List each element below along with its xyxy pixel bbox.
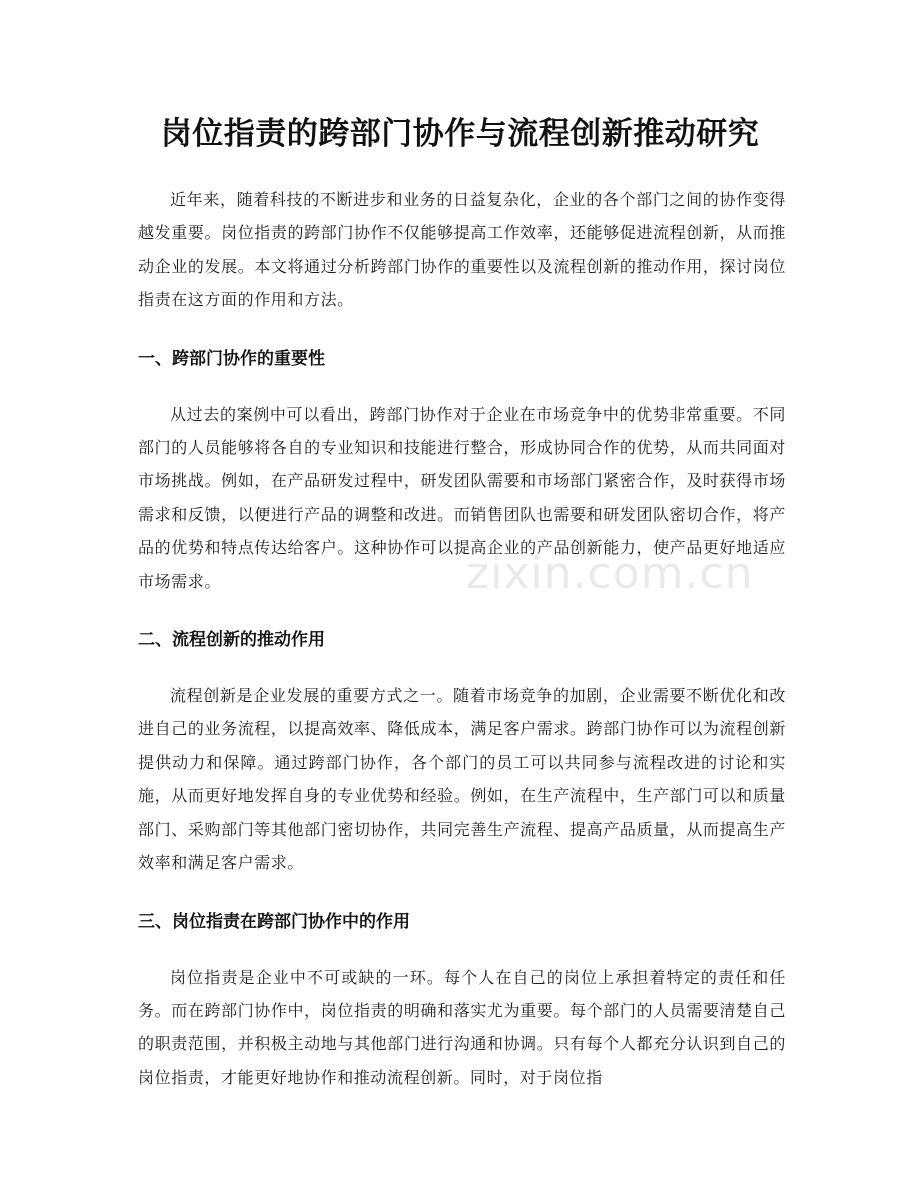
- watermark: zixin.com.cn: [466, 548, 754, 599]
- document-body: [138, 183, 786, 1094]
- section-heading-2: 二、流程创新的推动作用: [138, 630, 325, 651]
- intro-paragraph: 近年来，随着科技的不断进步和业务的日益复杂化，企业的各个部门之间的协作变得越发重要。岗位指责的跨部门协作不仅能够提高工作效率，还能够促进流程创新，从而推动企业的发展。本文将通过分析跨部门协作的重要性以及流程创新的推动作用，探讨岗位指责在这方面的作用和方法。: [138, 190, 786, 310]
- section-heading-3: 三、岗位指责在跨部门协作中的作用: [138, 911, 410, 932]
- section-paragraph-1: 从过去的案例中可以看出，跨部门协作对于企业在市场竞争中的优势非常重要。不同部门的人员能够将各自的专业知识和技能进行整合，形成协同合作的优势，从而共同面对市场挑战。例如，在产品研发过程中，研发团队需要和市场部门紧密合作，及时获得市场需求和反馈，以便进行产品的调整和改进。而销售团队也需要和研发团队密切合作，将产品的优势和特点传达给客户。这种协作可以提高企业的产品创新能力，使产品更好地适应市场需求。: [138, 404, 786, 591]
- section-paragraph-3: 岗位指责是企业中不可或缺的一环。每个人在自己的岗位上承担着特定的责任和任务。而在跨部门协作中，岗位指责的明确和落实尤为重要。每个部门的人员需要清楚自己的职责范围，并积极主动地与其他部门进行沟通和协调。只有每个人都充分认识到自己的岗位指责，才能更好地协作和推动流程创新。同时，对于岗位指: [138, 967, 786, 1087]
- document-title: 岗位指责的跨部门协作与流程创新推动研究: [160, 116, 760, 152]
- section-heading-1: 一、跨部门协作的重要性: [138, 348, 325, 369]
- section-paragraph-2: 流程创新是企业发展的重要方式之一。随着市场竞争的加剧，企业需要不断优化和改进自己的业务流程，以提高效率、降低成本，满足客户需求。跨部门协作可以为流程创新提供动力和保障。通过跨部门协作，各个部门的员工可以共同参与流程改进的讨论和实施，从而更好地发挥自身的专业优势和经验。例如，在生产流程中，生产部门可以和质量部门、采购部门等其他部门密切协作，共同完善生产流程、提高产品质量，从而提高生产效率和满足客户需求。: [138, 686, 786, 873]
